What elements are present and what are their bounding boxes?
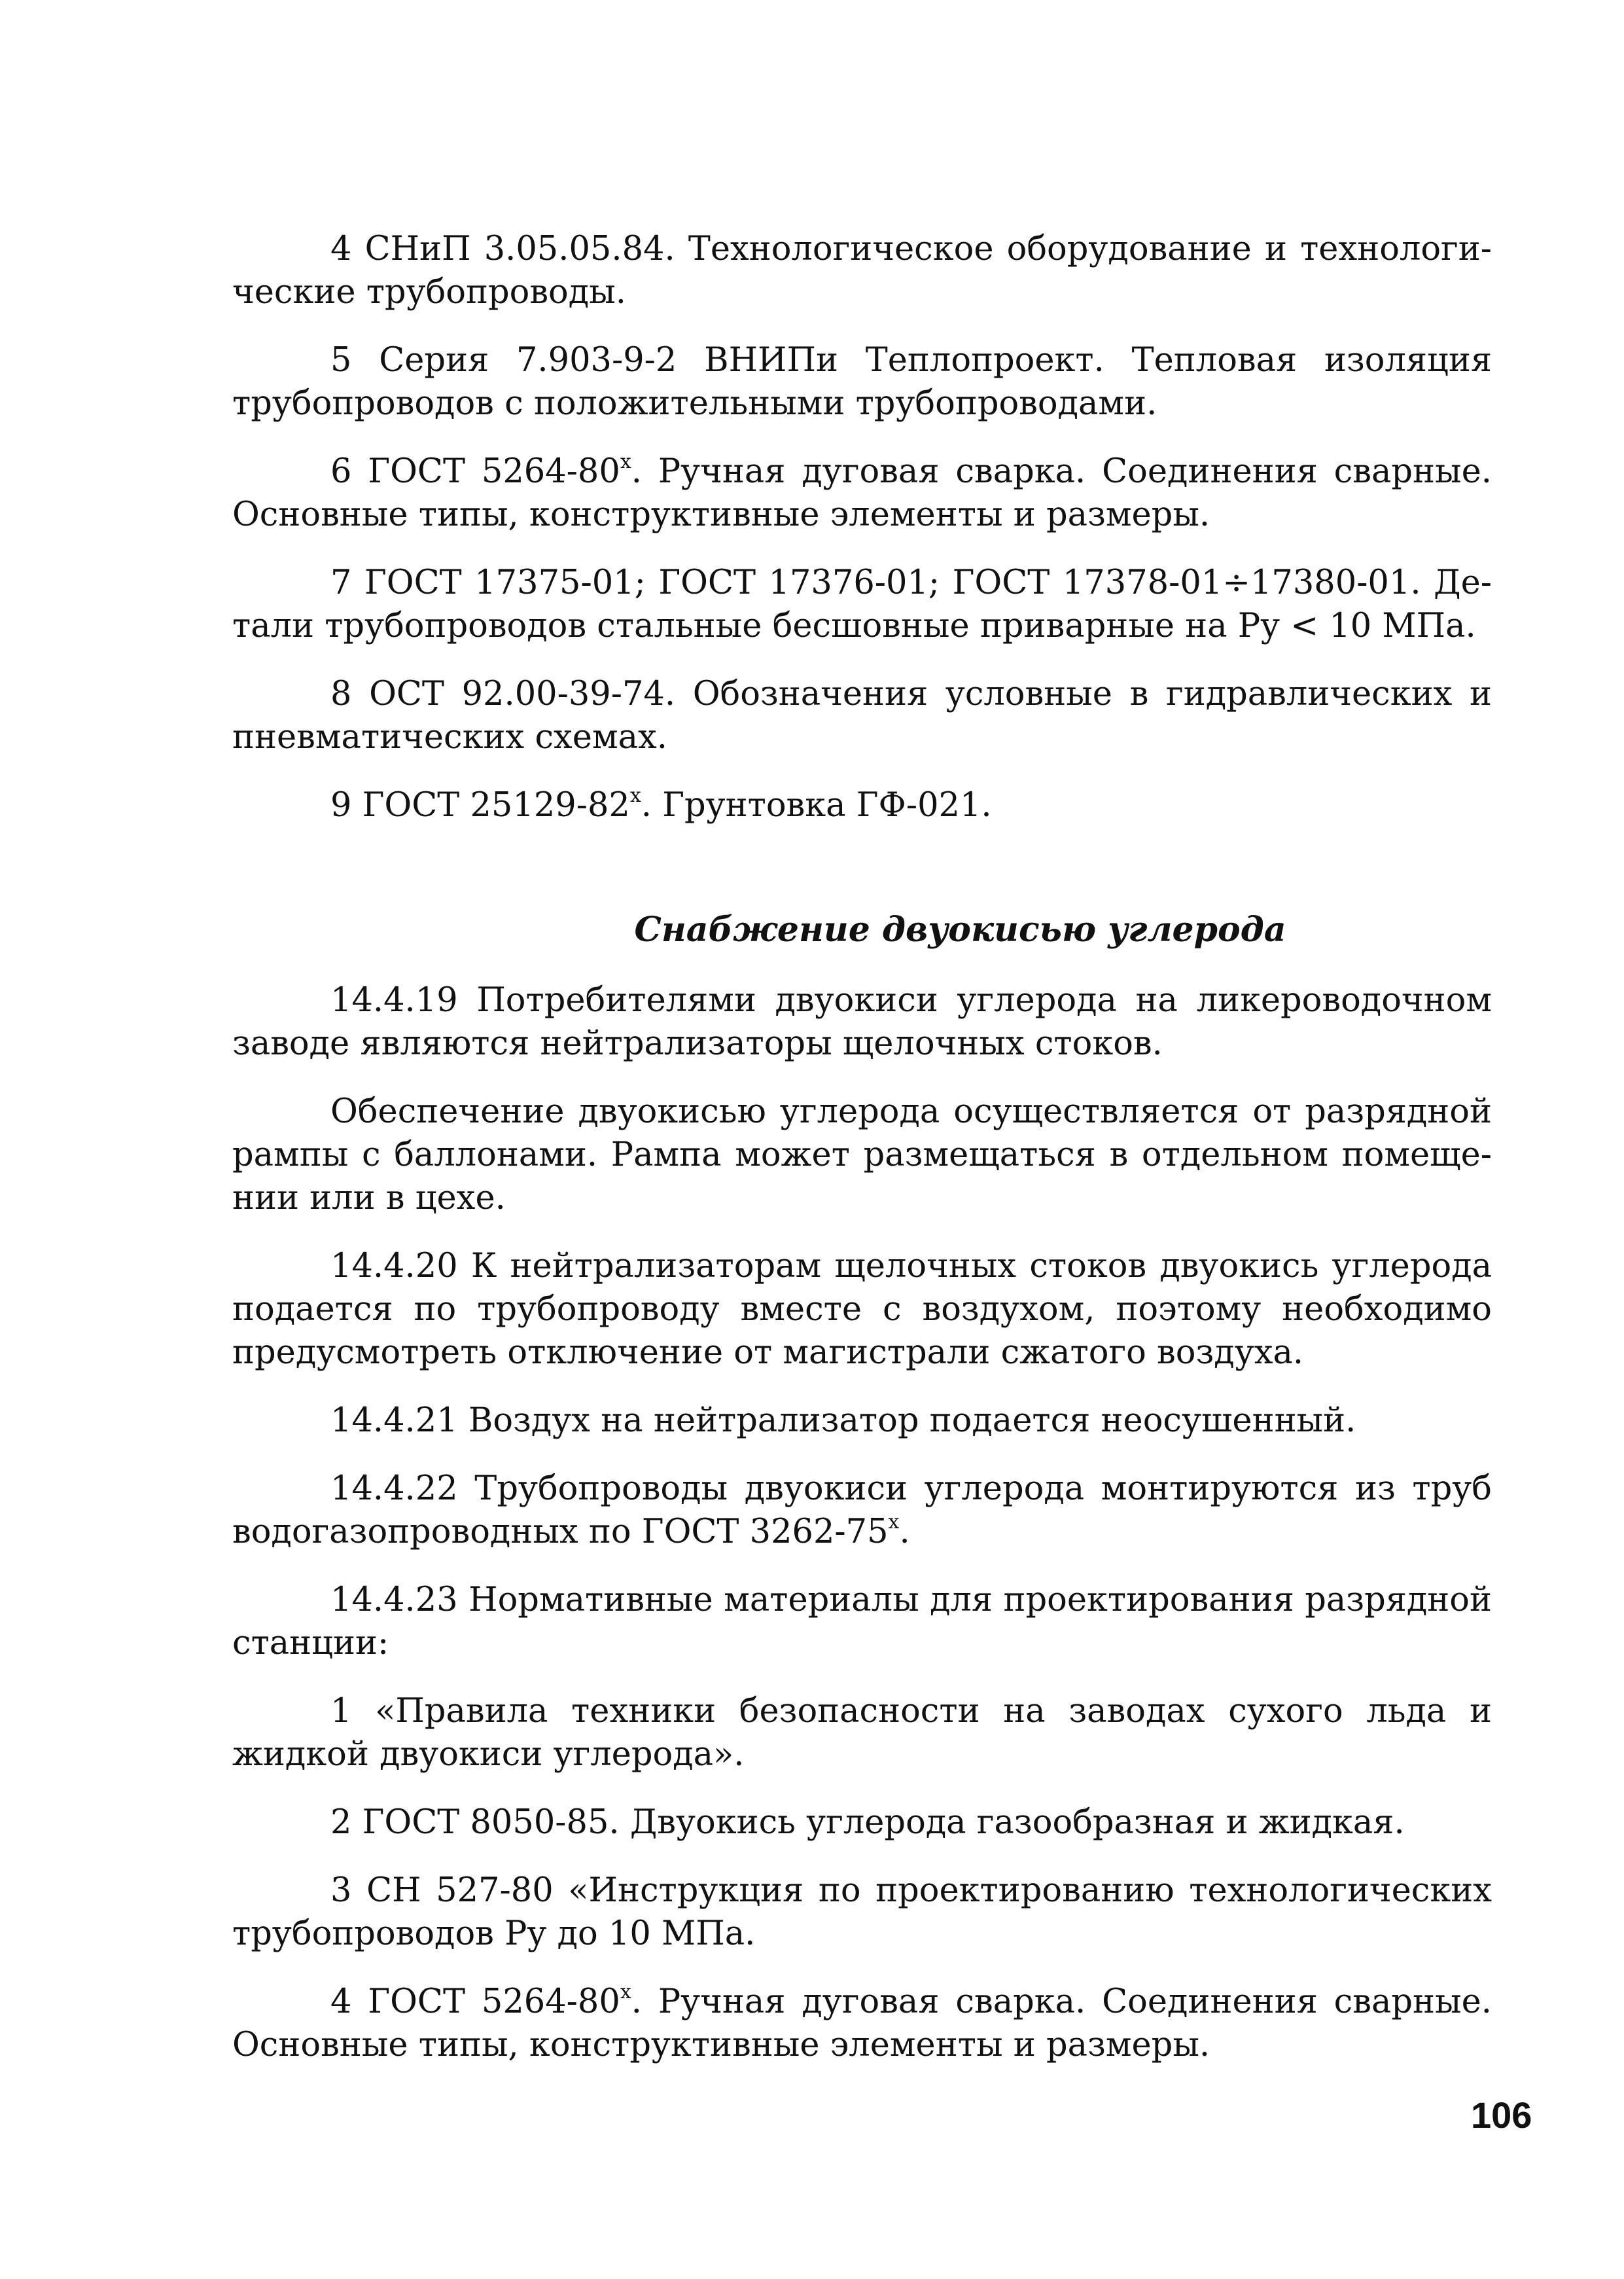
reference-text: 1 «Правила техники безопасности на заводах сухого льда и жидкой двуокиси углерода». [232, 1692, 1492, 1774]
section-title: Снабжение двуокисью углерода [634, 910, 1286, 950]
reference-text: . Ручная дуговая сварка. Соединения сварные. Основные типы, конструктивные элементы и размеры. [232, 1983, 1492, 2064]
reference-item [232, 1869, 1492, 1956]
paragraph [232, 1399, 1492, 1443]
superscript-x: x [620, 1981, 631, 2003]
reference-text: 4 СНиП 3.05.05.84. Технологическое оборудование и технологические трубопроводы. [232, 230, 1492, 312]
reference-text: 8 ОСТ 92.00-39-74. Обозначения условные в гидравлических и пневматических схемах. [232, 675, 1492, 757]
reference-text: 5 Серия 7.903-9-2 ВНИПи Теплопроект. Тепловая изоляция трубопроводов с положительными трубопроводами. [232, 341, 1492, 423]
paragraph-text: . [899, 1513, 910, 1551]
reference-item [232, 339, 1492, 425]
reference-text: . Ручная дуговая сварка. Соединения сварные. Основные типы, конструктивные элементы и размеры. [232, 452, 1492, 534]
paragraph [232, 1579, 1492, 1665]
superscript-x: x [888, 1511, 900, 1534]
reference-text: 4 ГОСТ 5264-80 [330, 1983, 620, 2021]
superscript-x: x [629, 784, 641, 807]
paragraph-text: 14.4.23 Нормативные материалы для проектирования разрядной станции: [232, 1581, 1492, 1662]
reference-item [232, 784, 1492, 827]
reference-item [232, 1801, 1492, 1844]
paragraph-text: 14.4.19 Потребителями двуокиси углерода на ликероводочном заводе являются нейтрализаторы щелочных стоков. [232, 981, 1492, 1063]
paragraph [232, 1090, 1492, 1220]
reference-item [232, 673, 1492, 759]
reference-text: 7 ГОСТ 17375-01; ГОСТ 17376-01; ГОСТ 17378-01÷17380-01. Детали трубопроводов стальные бесшовные приварные на Ру < 10 МПа. [232, 564, 1492, 645]
reference-text: 2 ГОСТ 8050-85. Двуокись углерода газообразная и жидкая. [330, 1803, 1405, 1842]
page-number: 106 [1471, 2094, 1532, 2136]
reference-item [232, 228, 1492, 314]
reference-item [232, 1690, 1492, 1776]
paragraph-text: 14.4.20 К нейтрализаторам щелочных стоков двуокись углерода подается по трубопроводу вместе с воздухом, поэтому необходимо предусмотреть отключение от магистрали сжатого воздуха. [232, 1247, 1492, 1372]
paragraph [232, 1467, 1492, 1554]
reference-item [232, 562, 1492, 648]
reference-text: . Грунтовка ГФ-021. [641, 786, 992, 825]
page-body [232, 228, 1492, 2092]
reference-text: 6 ГОСТ 5264-80 [330, 452, 620, 491]
reference-item [232, 1981, 1492, 2067]
paragraph-text: Обеспечение двуокисью углерода осуществляется от разрядной рампы с баллонами. Рампа может размещаться в отдельном помещении или в цехе. [232, 1092, 1492, 1217]
reference-text: 9 ГОСТ 25129-82 [330, 786, 630, 825]
paragraph-text: 14.4.21 Воздух на нейтрализатор подается неосушенный. [330, 1401, 1356, 1440]
paragraph-text: 14.4.22 Трубопроводы двуокиси углерода монтируются из труб водогазопроводных по ГОСТ 3262-75 [232, 1469, 1492, 1551]
reference-item [232, 450, 1492, 537]
paragraph [232, 1245, 1492, 1374]
reference-text: 3 СН 527-80 «Инструкция по проектированию технологических трубопроводов Ру до 10 МПа. [232, 1871, 1492, 1953]
paragraph [232, 979, 1492, 1066]
superscript-x: x [620, 450, 631, 473]
